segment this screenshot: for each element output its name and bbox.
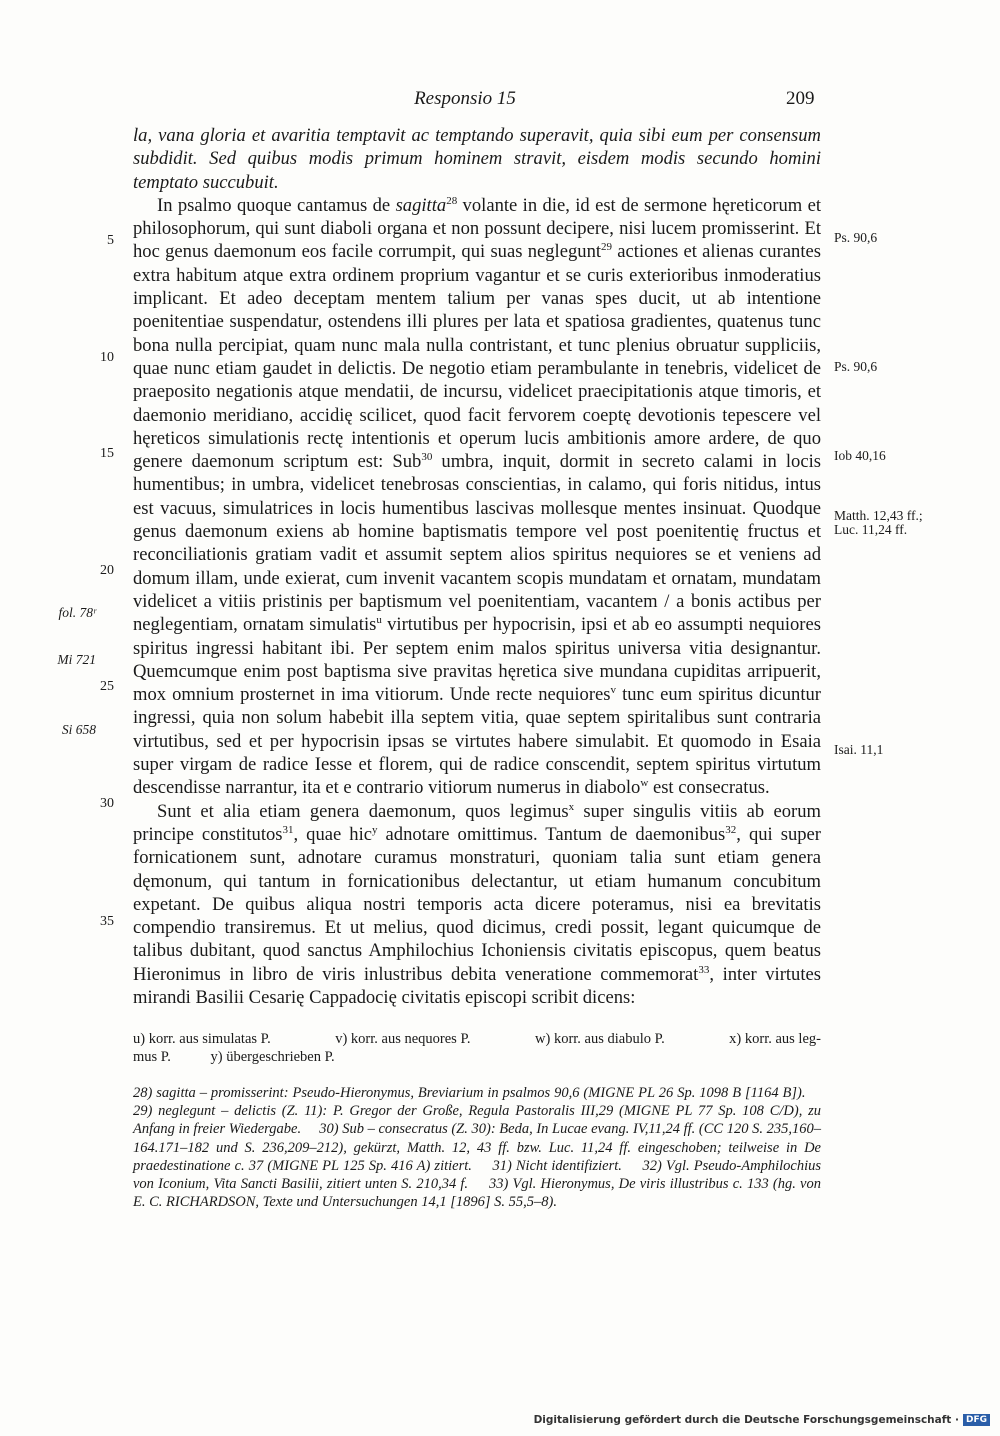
line-number-10: 10 bbox=[100, 350, 114, 365]
note-28: 28) sagitta – promisserint: Pseudo-Hieronymus, Breviarium in psalmos 90,6 (MIGNE PL 26 Sp. 1098 B [1164 B]). bbox=[133, 1085, 806, 1101]
margin-ref-luc: Luc. 11,24 ff. bbox=[834, 522, 908, 537]
edition-marker-si: Si 658 bbox=[61, 722, 96, 737]
running-head-title: Responsio 15 bbox=[414, 88, 516, 109]
apparatus-u: u) korr. aus simulatas P. bbox=[133, 1031, 271, 1047]
line-number-20: 20 bbox=[100, 563, 114, 578]
footer-credit bbox=[534, 1414, 990, 1426]
apparatus-w: w) korr. aus diabulo P. bbox=[535, 1031, 665, 1047]
line-number-35: 35 bbox=[100, 914, 114, 929]
margin-ref-iob: Iob 40,16 bbox=[834, 448, 886, 463]
main-text bbox=[133, 124, 821, 1009]
apparatus-v: v) korr. aus nequores P. bbox=[335, 1031, 471, 1047]
apparatus-notes bbox=[133, 1030, 821, 1066]
footer-text: Digitalisierung gefördert durch die Deutsche Forschungsgemeinschaft · bbox=[533, 1414, 959, 1426]
margin-ref-ps-1: Ps. 90,6 bbox=[834, 230, 878, 245]
margin-ref-isai: Isai. 11,1 bbox=[834, 742, 884, 757]
line-number-5: 5 bbox=[107, 233, 114, 248]
note-30: 30) Sub – consecratus (Z. 30): Beda, In Lucae evang. IV,11,24 ff. (CC 120 S. 235,160–164.171–182 und S. 236,209–212), gekürzt, Matth. 12, 43 ff. bzw. Luc. 11,24 ff. eingeschoben; teilweise in De praedestinatione c. 37 (MIGNE PL 125 Sp. 416 A) zitiert. bbox=[133, 1121, 821, 1174]
paragraph-1: la, vana gloria et avaritia temptavit ac temptando superavit, quia sibi eum per consensum subdidit. Sed quibus modis primum hominem stravit, eisdem modis secundo homini temptato succubuit. bbox=[133, 125, 821, 193]
note-32: 32) Vgl. Pseudo-Amphilochius von Iconium, Vita Sancti Basilii, zitiert unten S. 210,34 f. bbox=[133, 1157, 821, 1193]
apparatus-x: x) korr. aus leg- bbox=[729, 1031, 821, 1047]
apparatus-x-cont: mus P. bbox=[133, 1049, 171, 1065]
dfg-logo: DFG bbox=[963, 1414, 990, 1426]
source-notes bbox=[133, 1084, 821, 1211]
margin-ref-matth: Matth. 12,43 ff.; bbox=[834, 508, 923, 523]
line-number-15: 15 bbox=[100, 446, 114, 461]
paragraph-3: Sunt et alia etiam genera daemonum, quos legimus$^x$ super singulis vitiis ab eorum principe constitutos$^{31}$, quae hic$^y$ adnotare omittimus. Tantum de daemonibus$^{32}$, qui super fornicationem sunt, adnotare curamus monstraturi, quoniam talia sunt etiam genera dęmonum, qui tantum in fornicationibus delectantur, ut etiam humanum concubitum expetant. De quibus aliqua nostri temporis acta dicere poteramus, nisi ea brevitatis compendio transiremus. Et ut melius, quod dicimus, credi possit, legant quicumque de talibus dubitant, quod sanctus Amphilochius Ichoniensis civitatis episcopus, quem beatus Hieronimus in libro de viris inlustribus debita veneratione commemorat$^{33}$, inter virtutes mirandi Basilii Cesarię Cappadocię civitatis episcopi scribit dicens: bbox=[133, 800, 822, 1008]
line-number-30: 30 bbox=[100, 796, 114, 811]
edition-marker-mi: Mi 721 bbox=[57, 652, 96, 667]
margin-ref-ps-2: Ps. 90,6 bbox=[834, 359, 878, 374]
line-number-25: 25 bbox=[100, 679, 114, 694]
note-29: 29) neglegunt – delictis (Z. 11): P. Gregor der Große, Regula Pastoralis III,29 (MIGNE PL 77 Sp. 108 C/D), zu Anfang in freier Wiedergabe. bbox=[133, 1103, 821, 1138]
note-33: 33) Vgl. Hieronymus, De viris illustribus c. 133 (hg. von E. C. RICHARDSON, Texte und Untersuchungen 14,1 [1896] S. 55,5–8). bbox=[133, 1176, 821, 1211]
folio-marker: fol. 78ʳ bbox=[58, 605, 96, 620]
paragraph-2: In psalmo quoque cantamus de sagitta$^{28}$ volante in die, id est de sermone hęreticorum et philosophorum, qui sunt diaboli organa et non possunt decipere, nisi lucem promisserint. Et hoc genus daemonum eos facile corrumpit, qui suas neglegunt$^{29}$ actiones et alienas curantes extra habitum atque extra ordinem proprium vagantur et se curis exterioribus inmoderatius implicant. Et adeo deceptam mentem talium per vanas spes ducit, ut ab intentione poenitentiae suspendatur, ostendens illi plures per lata et spatiosa gradientes, quatenus tunc bona nulla percipiat, quam nunc mala nulla contristant, et tunc plenius obruatur suppliciis, quae nunc etiam gaudet in delictis. De negotio etiam perambulante in tenebris, videlicet de praeposito negationis atque mendatii, de incursu, videlicet praecipitationis atque timoris, et daemonio meridiano, accidię scilicet, quod facit fervorem coeptę devotionis tepescere vel hęreticos simulationis rectę intentionis et operum lucis ambitionis amore ardere, de quo genere daemonum scriptum est: Sub$^{30}$ umbra, inquit, dormit in secreto calami in locis humentibus; in umbra, videlicet tenebrosas conscientias, in calamo, qui foris nitidus, intus est vacuus, simulatrices in locis humentibus lascivas mollesque mentes insinuat. Quodque genus daemonum exiens ab homine baptismatis tempore vel post poenitentię fructus et reconciliationis gratiam vadit et assumit septem alios spiritus nequiores se et veniens ad domum illam, unde exierat, cum invenit vacantem scopis mundatam et ornatam, mundatam videlicet a vitiis pristinis per baptismum vel poenitentiam, vacantem / a bonis actibus per neglegentiam, ornatam simulatis$^u$ virtutibus per hypocrisin, ipsi et ab eo assumpti nequiores spiritus ingressi habitant ibi. Per septem enim malos spiritus universa vitia designantur. Quemcumque enim post baptisma sive pravitas hęretica sive mundana cupiditas arripuerit, mox omnium prosternet in ima vitiorum. Unde recte nequiores$^v$ tunc eum spiritus dicuntur ingressi, quia non solum habebit illa septem vitia, quae septem spiritalibus sunt contraria virtutibus, sed et per hypocrisin ipsas se virtutes habere simulabit. Et quomodo in Esaia super virgam de radice Iesse et florem, qui de radice conscendit, septem spiritus virtutum descendisse narrantur, ita et e contrario vitiorum numerus in diabolo$^w$ est consecratus. bbox=[133, 194, 821, 799]
apparatus-y: y) übergeschrieben P. bbox=[210, 1049, 335, 1065]
page-number: 209 bbox=[786, 88, 815, 109]
note-31: 31) Nicht identifiziert. bbox=[492, 1157, 622, 1174]
